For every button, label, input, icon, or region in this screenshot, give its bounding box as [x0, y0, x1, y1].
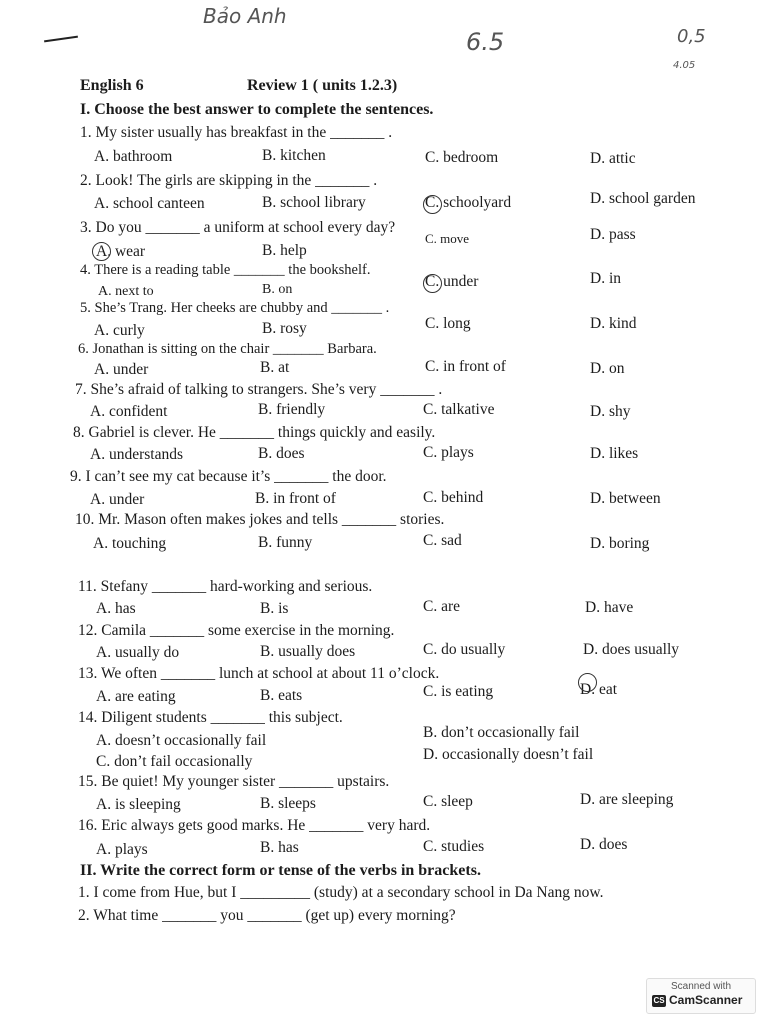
answer-circle-3a [92, 242, 111, 261]
option-15d[interactable]: D. are sleeping [580, 791, 674, 808]
option-14a[interactable]: A. doesn’t occasionally fail [96, 732, 267, 749]
question-14: 14. Diligent students _______ this subject. [78, 709, 343, 726]
option-7c[interactable]: C. talkative [423, 401, 495, 418]
question-7: 7. She’s afraid of talking to strangers. She’s very _______ . [75, 381, 443, 398]
option-9b[interactable]: B. in front of [255, 490, 336, 507]
option-1c[interactable]: C. bedroom [425, 149, 499, 166]
handwritten-mark: 0,5 [677, 26, 706, 47]
scanner-brand: CamScanner [669, 993, 743, 1007]
subject-label: English 6 [80, 77, 144, 94]
option-2b[interactable]: B. school library [262, 194, 366, 211]
option-16a[interactable]: A. plays [96, 841, 148, 858]
answer-circle-2c [423, 195, 442, 214]
option-15b[interactable]: B. sleeps [260, 795, 316, 812]
option-11d[interactable]: D. have [585, 599, 634, 616]
option-11c[interactable]: C. are [423, 598, 461, 615]
option-12c[interactable]: C. do usually [423, 641, 506, 658]
option-14d[interactable]: D. occasionally doesn’t fail [423, 746, 594, 763]
option-3c[interactable]: C. move [425, 231, 470, 246]
option-2d[interactable]: D. school garden [590, 190, 696, 207]
option-5b[interactable]: B. rosy [262, 320, 307, 337]
option-3a[interactable]: A. wear [96, 243, 146, 260]
option-11b[interactable]: B. is [260, 600, 289, 617]
question-13: 13. We often _______ lunch at school at about 11 o’clock. [78, 665, 440, 682]
option-6a[interactable]: A. under [94, 361, 149, 378]
question-3: 3. Do you _______ a uniform at school every day? [80, 219, 396, 236]
handwritten-mark-small: 4.05 [673, 60, 696, 71]
scanner-caption: Scanned with [670, 981, 732, 992]
answer-circle-4c [423, 274, 442, 293]
option-8b[interactable]: B. does [258, 445, 305, 462]
option-11a[interactable]: A. has [96, 600, 136, 617]
option-13d[interactable]: D. eat [580, 681, 618, 698]
option-15c[interactable]: C. sleep [423, 793, 473, 810]
option-15a[interactable]: A. is sleeping [96, 796, 181, 813]
question-9: 9. I can’t see my cat because it’s _______ the door. [70, 468, 387, 485]
section-2-heading: II. Write the correct form or tense of the verbs in brackets. [80, 862, 481, 879]
option-7d[interactable]: D. shy [590, 403, 631, 420]
question-5: 5. She’s Trang. Her cheeks are chubby and _______ . [80, 300, 390, 316]
option-8a[interactable]: A. understands [90, 446, 183, 463]
handwritten-dash [44, 36, 78, 43]
camscanner-logo-icon: CS [653, 996, 665, 1005]
option-13a[interactable]: A. are eating [96, 688, 176, 705]
option-4a[interactable]: A. next to [98, 284, 154, 299]
option-4b[interactable]: B. on [262, 282, 293, 297]
option-6d[interactable]: D. on [590, 360, 625, 377]
option-3d[interactable]: D. pass [590, 226, 636, 243]
option-3b[interactable]: B. help [262, 242, 307, 259]
question-8: 8. Gabriel is clever. He _______ things quickly and easily. [73, 424, 436, 441]
option-5c[interactable]: C. long [425, 315, 471, 332]
option-10a[interactable]: A. touching [93, 535, 167, 552]
option-13c[interactable]: C. is eating [423, 683, 494, 700]
option-12b[interactable]: B. usually does [260, 643, 356, 660]
option-9a[interactable]: A. under [90, 491, 145, 508]
option-16c[interactable]: C. studies [423, 838, 485, 855]
camscanner-watermark [646, 978, 756, 1014]
question-1: 1. My sister usually has breakfast in the _______ . [80, 124, 393, 141]
option-9d[interactable]: D. between [590, 490, 661, 507]
option-4c[interactable]: C. under [425, 273, 479, 290]
option-1d[interactable]: D. attic [590, 150, 636, 167]
option-14c[interactable]: C. don’t fail occasionally [96, 753, 253, 770]
option-6c[interactable]: C. in front of [425, 358, 506, 375]
option-16b[interactable]: B. has [260, 839, 299, 856]
option-4d[interactable]: D. in [590, 270, 621, 287]
question-10: 10. Mr. Mason often makes jokes and tells _______ stories. [75, 511, 445, 528]
question-12: 12. Camila _______ some exercise in the morning. [78, 622, 395, 639]
option-9c[interactable]: C. behind [423, 489, 484, 506]
option-8d[interactable]: D. likes [590, 445, 639, 462]
option-8c[interactable]: C. plays [423, 444, 474, 461]
option-5a[interactable]: A. curly [94, 322, 145, 339]
option-16d[interactable]: D. does [580, 836, 628, 853]
option-10c[interactable]: C. sad [423, 532, 462, 549]
question-16: 16. Eric always gets good marks. He _______ very hard. [78, 817, 431, 834]
question-4: 4. There is a reading table _______ the bookshelf. [80, 262, 371, 278]
option-1b[interactable]: B. kitchen [262, 147, 326, 164]
option-12d[interactable]: D. does usually [583, 641, 680, 658]
option-10b[interactable]: B. funny [258, 534, 313, 551]
option-12a[interactable]: A. usually do [96, 644, 180, 661]
question-11: 11. Stefany _______ hard-working and serious. [78, 578, 373, 595]
section-1-heading: I. Choose the best answer to complete the sentences. [80, 101, 434, 118]
option-6b[interactable]: B. at [260, 359, 290, 376]
handwritten-name: Bảo Anh [203, 4, 287, 28]
review-title: Review 1 ( units 1.2.3) [247, 77, 398, 94]
verb-item-2: 2. What time _______ you _______ (get up) every morning? [78, 907, 456, 924]
option-13b[interactable]: B. eats [260, 687, 303, 704]
option-2a[interactable]: A. school canteen [94, 195, 205, 212]
option-5d[interactable]: D. kind [590, 315, 637, 332]
option-7a[interactable]: A. confident [90, 403, 168, 420]
answer-circle-13d [578, 673, 597, 692]
option-2c[interactable]: C. schoolyard [425, 194, 512, 211]
question-6: 6. Jonathan is sitting on the chair _______ Barbara. [78, 341, 377, 357]
option-7b[interactable]: B. friendly [258, 401, 326, 418]
verb-item-1: 1. I come from Hue, but I _________ (study) at a secondary school in Da Nang now. [78, 884, 604, 901]
question-2: 2. Look! The girls are skipping in the _______ . [80, 172, 378, 189]
handwritten-score: 6.5 [466, 28, 505, 56]
option-10d[interactable]: D. boring [590, 535, 650, 552]
option-14b[interactable]: B. don’t occasionally fail [423, 724, 580, 741]
question-15: 15. Be quiet! My younger sister _______ upstairs. [78, 773, 390, 790]
option-1a[interactable]: A. bathroom [94, 148, 173, 165]
